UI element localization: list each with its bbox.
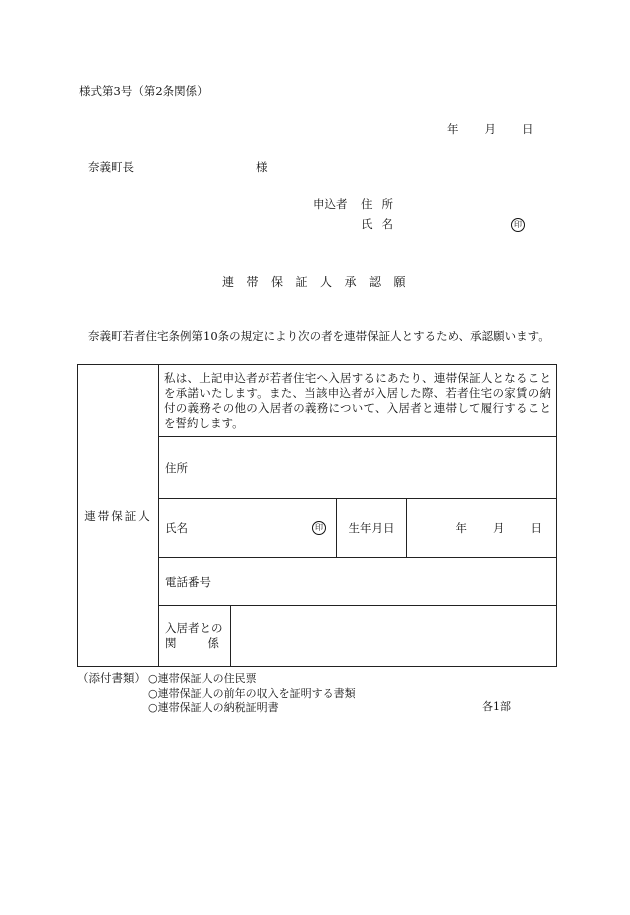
- guarantor-table: [77, 364, 557, 667]
- birth-date-label: 生年月日: [337, 499, 407, 558]
- addressee-honorific: 様: [256, 160, 268, 174]
- relationship-label-line2: [165, 636, 219, 651]
- relationship-label: [159, 606, 231, 667]
- request-body-text: 奈義町若者住宅条例第10条の規定により次の者を連帯保証人とするため、承認願います。: [88, 329, 550, 343]
- attachments-count: 各1部: [482, 700, 511, 713]
- date-month: 月: [484, 122, 496, 136]
- guarantor-side-label: 連帯保証人: [78, 365, 159, 667]
- guarantor-name-field[interactable]: [159, 499, 337, 558]
- pledge-text: 私は、上記申込者が若者住宅へ入居するにあたり、連帯保証人となることを承諾いたします。また、当該申込者が入居した際、若者住宅の家賃の納付の義務その他の入居者の義務について、入居者と連帯して履行することを誓約します。: [159, 365, 557, 437]
- form-number: 様式第3号（第2条関係）: [79, 84, 209, 98]
- seal-icon: 印: [312, 521, 326, 535]
- attachment-item: ○連帯保証人の住民票: [148, 672, 257, 685]
- attachment-item: ○連帯保証人の納税証明書: [148, 701, 279, 714]
- date-line: [447, 124, 534, 136]
- guarantor-phone-field[interactable]: [159, 558, 557, 606]
- attachments-list: [148, 672, 356, 716]
- guarantor-phone-label: 電話番号: [165, 574, 211, 589]
- applicant-seal-mark: [511, 218, 525, 232]
- relationship-label-line1: 入居者との: [165, 621, 223, 635]
- guarantor-address-field[interactable]: [159, 437, 557, 499]
- date-day: 日: [522, 122, 534, 136]
- attachments-label: （添付書類）: [77, 671, 146, 685]
- relationship-field[interactable]: [231, 606, 557, 667]
- birth-day: 日: [530, 521, 542, 535]
- document-title: 連帯保証人承認願: [222, 275, 419, 289]
- relationship-label-char-1: 関: [165, 636, 177, 650]
- applicant-address-label: 住所: [361, 197, 402, 211]
- relationship-label-char-2: 係: [207, 636, 219, 650]
- date-year: 年: [447, 122, 459, 136]
- birth-date-field[interactable]: [407, 499, 557, 558]
- applicant-label: 申込者: [313, 197, 348, 211]
- birth-year: 年: [455, 521, 467, 535]
- guarantor-address-label: 住所: [165, 460, 188, 475]
- birth-month: 月: [493, 521, 505, 535]
- attachment-item: ○連帯保証人の前年の収入を証明する書類: [148, 686, 356, 700]
- addressee-name: 奈義町長: [88, 160, 134, 174]
- seal-icon: 印: [511, 218, 525, 232]
- applicant-name-label: 氏名: [361, 217, 402, 231]
- guarantor-name-label: 氏名: [165, 521, 188, 535]
